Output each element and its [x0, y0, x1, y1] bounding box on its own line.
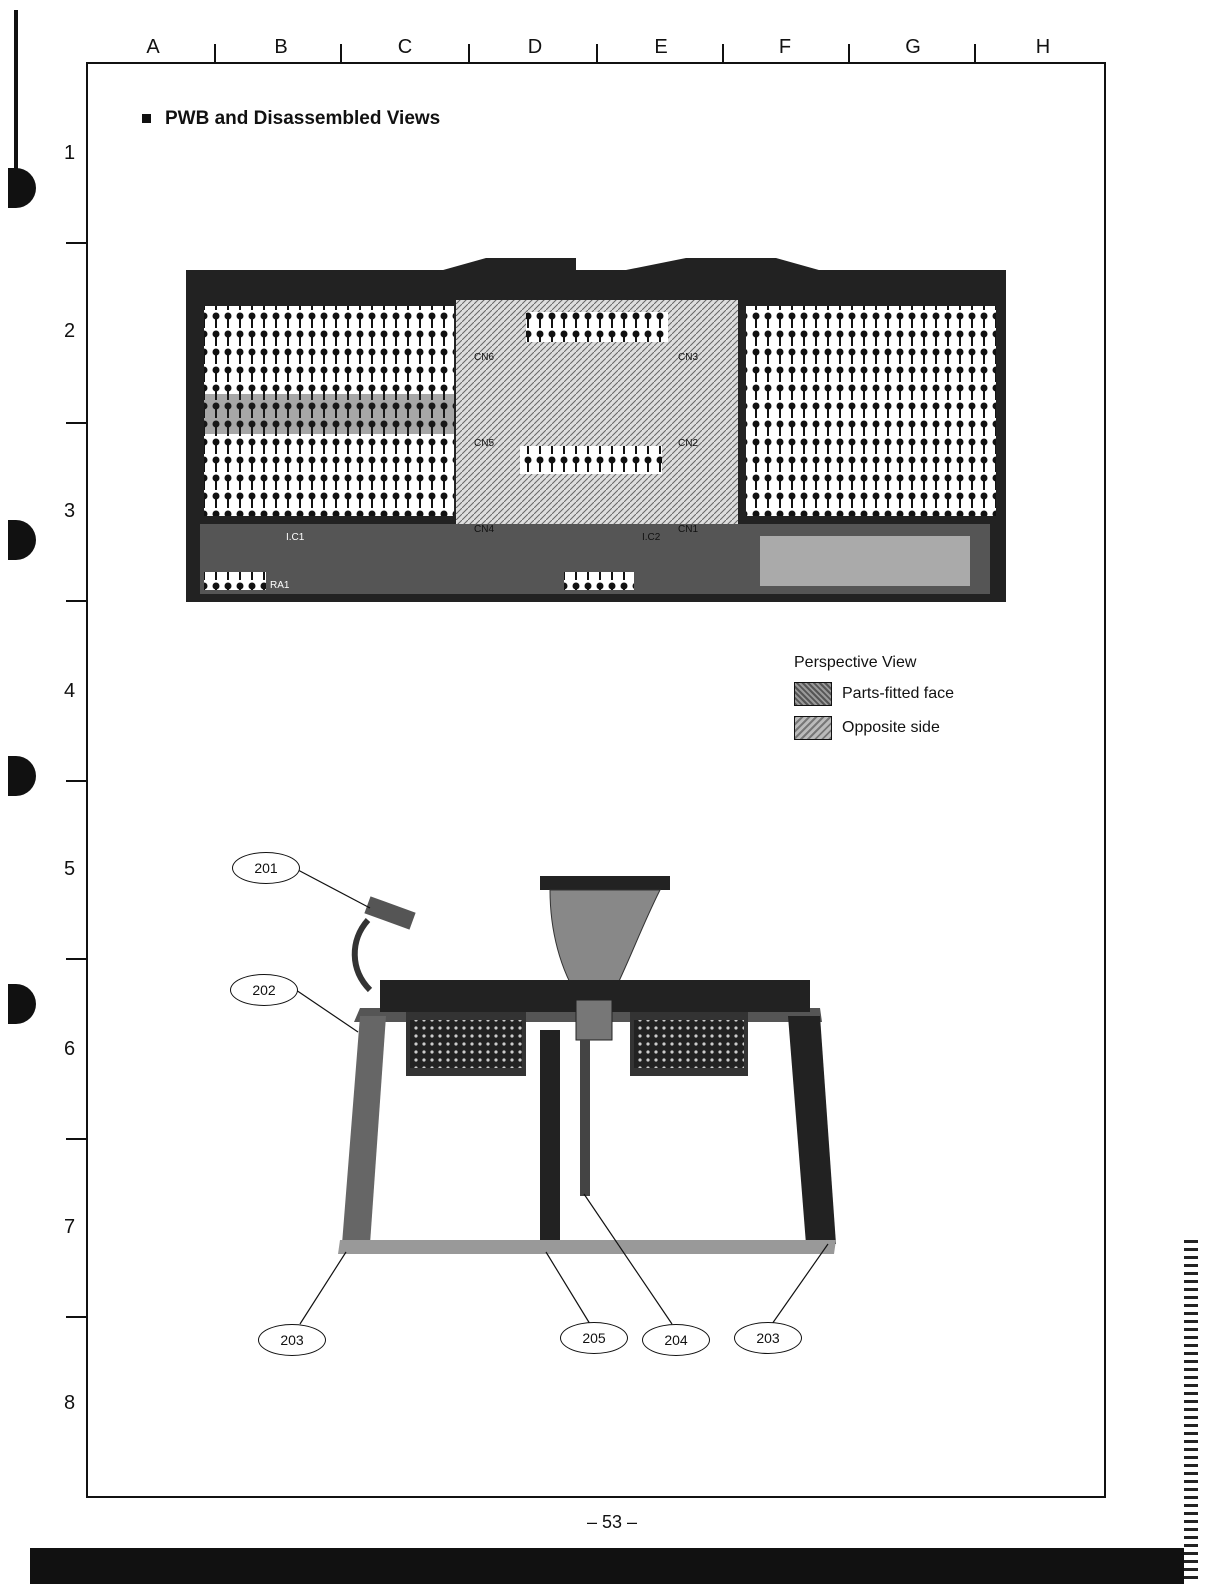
callout-203-right: 203	[734, 1322, 802, 1354]
grid-row-tick	[66, 600, 86, 602]
section-title-text: PWB and Disassembled Views	[165, 108, 441, 129]
binder-hole	[8, 520, 36, 560]
grid-column-tick	[974, 44, 976, 62]
grid-column-tick	[468, 44, 470, 62]
legend	[794, 654, 954, 750]
grid-column-label: F	[778, 36, 792, 58]
grid-row-tick	[66, 422, 86, 424]
scan-edge-band	[30, 1548, 1190, 1584]
grid-row-label: 2	[64, 320, 76, 342]
pwb-label-ic1: I.C1	[286, 532, 305, 543]
scan-edge-artifact	[1184, 1240, 1198, 1584]
callout-201: 201	[232, 852, 300, 884]
grid-column-tick	[214, 44, 216, 62]
grid-row-label: 4	[64, 680, 76, 702]
grid-row-label: 7	[64, 1216, 76, 1238]
legend-swatch-opposite	[794, 716, 832, 740]
grid-column-label: G	[905, 36, 921, 58]
grid-row-tick	[66, 780, 86, 782]
grid-row-label: 6	[64, 1038, 76, 1060]
pwb-label-cn3: CN3	[678, 352, 699, 363]
grid-row-tick	[66, 958, 86, 960]
pwb-label-ic2: I.C2	[642, 532, 661, 543]
callout-203-left: 203	[258, 1324, 326, 1356]
grid-column-tick	[848, 44, 850, 62]
grid-column-label: A	[146, 36, 160, 58]
grid-column-label: C	[397, 36, 413, 58]
pwb-label-cn4: CN4	[474, 524, 495, 535]
grid-column-label: D	[527, 36, 543, 58]
grid-row-label: 8	[64, 1392, 76, 1414]
left-margin-rule	[14, 10, 18, 185]
grid-row-tick	[66, 242, 86, 244]
pwb-label-cn6: CN6	[474, 352, 495, 363]
binder-hole	[8, 756, 36, 796]
grid-column-label: H	[1035, 36, 1051, 58]
legend-label: Parts-fitted face	[842, 685, 955, 702]
pwb-label-ra1: RA1	[270, 580, 290, 591]
grid-column-tick	[722, 44, 724, 62]
legend-item	[794, 682, 954, 706]
legend-swatch-parts-fitted	[794, 682, 832, 706]
section-title	[142, 108, 440, 130]
legend-item	[794, 716, 954, 740]
legend-title: Perspective View	[794, 654, 917, 671]
callout-204: 204	[642, 1324, 710, 1356]
grid-column-tick	[596, 44, 598, 62]
pwb-label-cn1: CN1	[678, 524, 699, 535]
callout-202: 202	[230, 974, 298, 1006]
pwb-photo	[186, 256, 1006, 602]
legend-label: Opposite side	[842, 719, 940, 736]
callout-205: 205	[560, 1322, 628, 1354]
pwb-label-cn5: CN5	[474, 438, 495, 449]
pwb-label-cn2: CN2	[678, 438, 699, 449]
bullet-icon	[142, 114, 151, 123]
binder-hole	[8, 984, 36, 1024]
grid-column-label: E	[654, 36, 668, 58]
disassembled-view	[220, 840, 840, 1360]
binder-hole	[8, 168, 36, 208]
grid-row-label: 1	[64, 142, 76, 164]
grid-row-label: 5	[64, 858, 76, 880]
grid-column-tick	[340, 44, 342, 62]
grid-row-tick	[66, 1138, 86, 1140]
grid-column-label: B	[274, 36, 288, 58]
page-number: – 53 –	[586, 1512, 638, 1532]
grid-row-label: 3	[64, 500, 76, 522]
grid-row-tick	[66, 1316, 86, 1318]
